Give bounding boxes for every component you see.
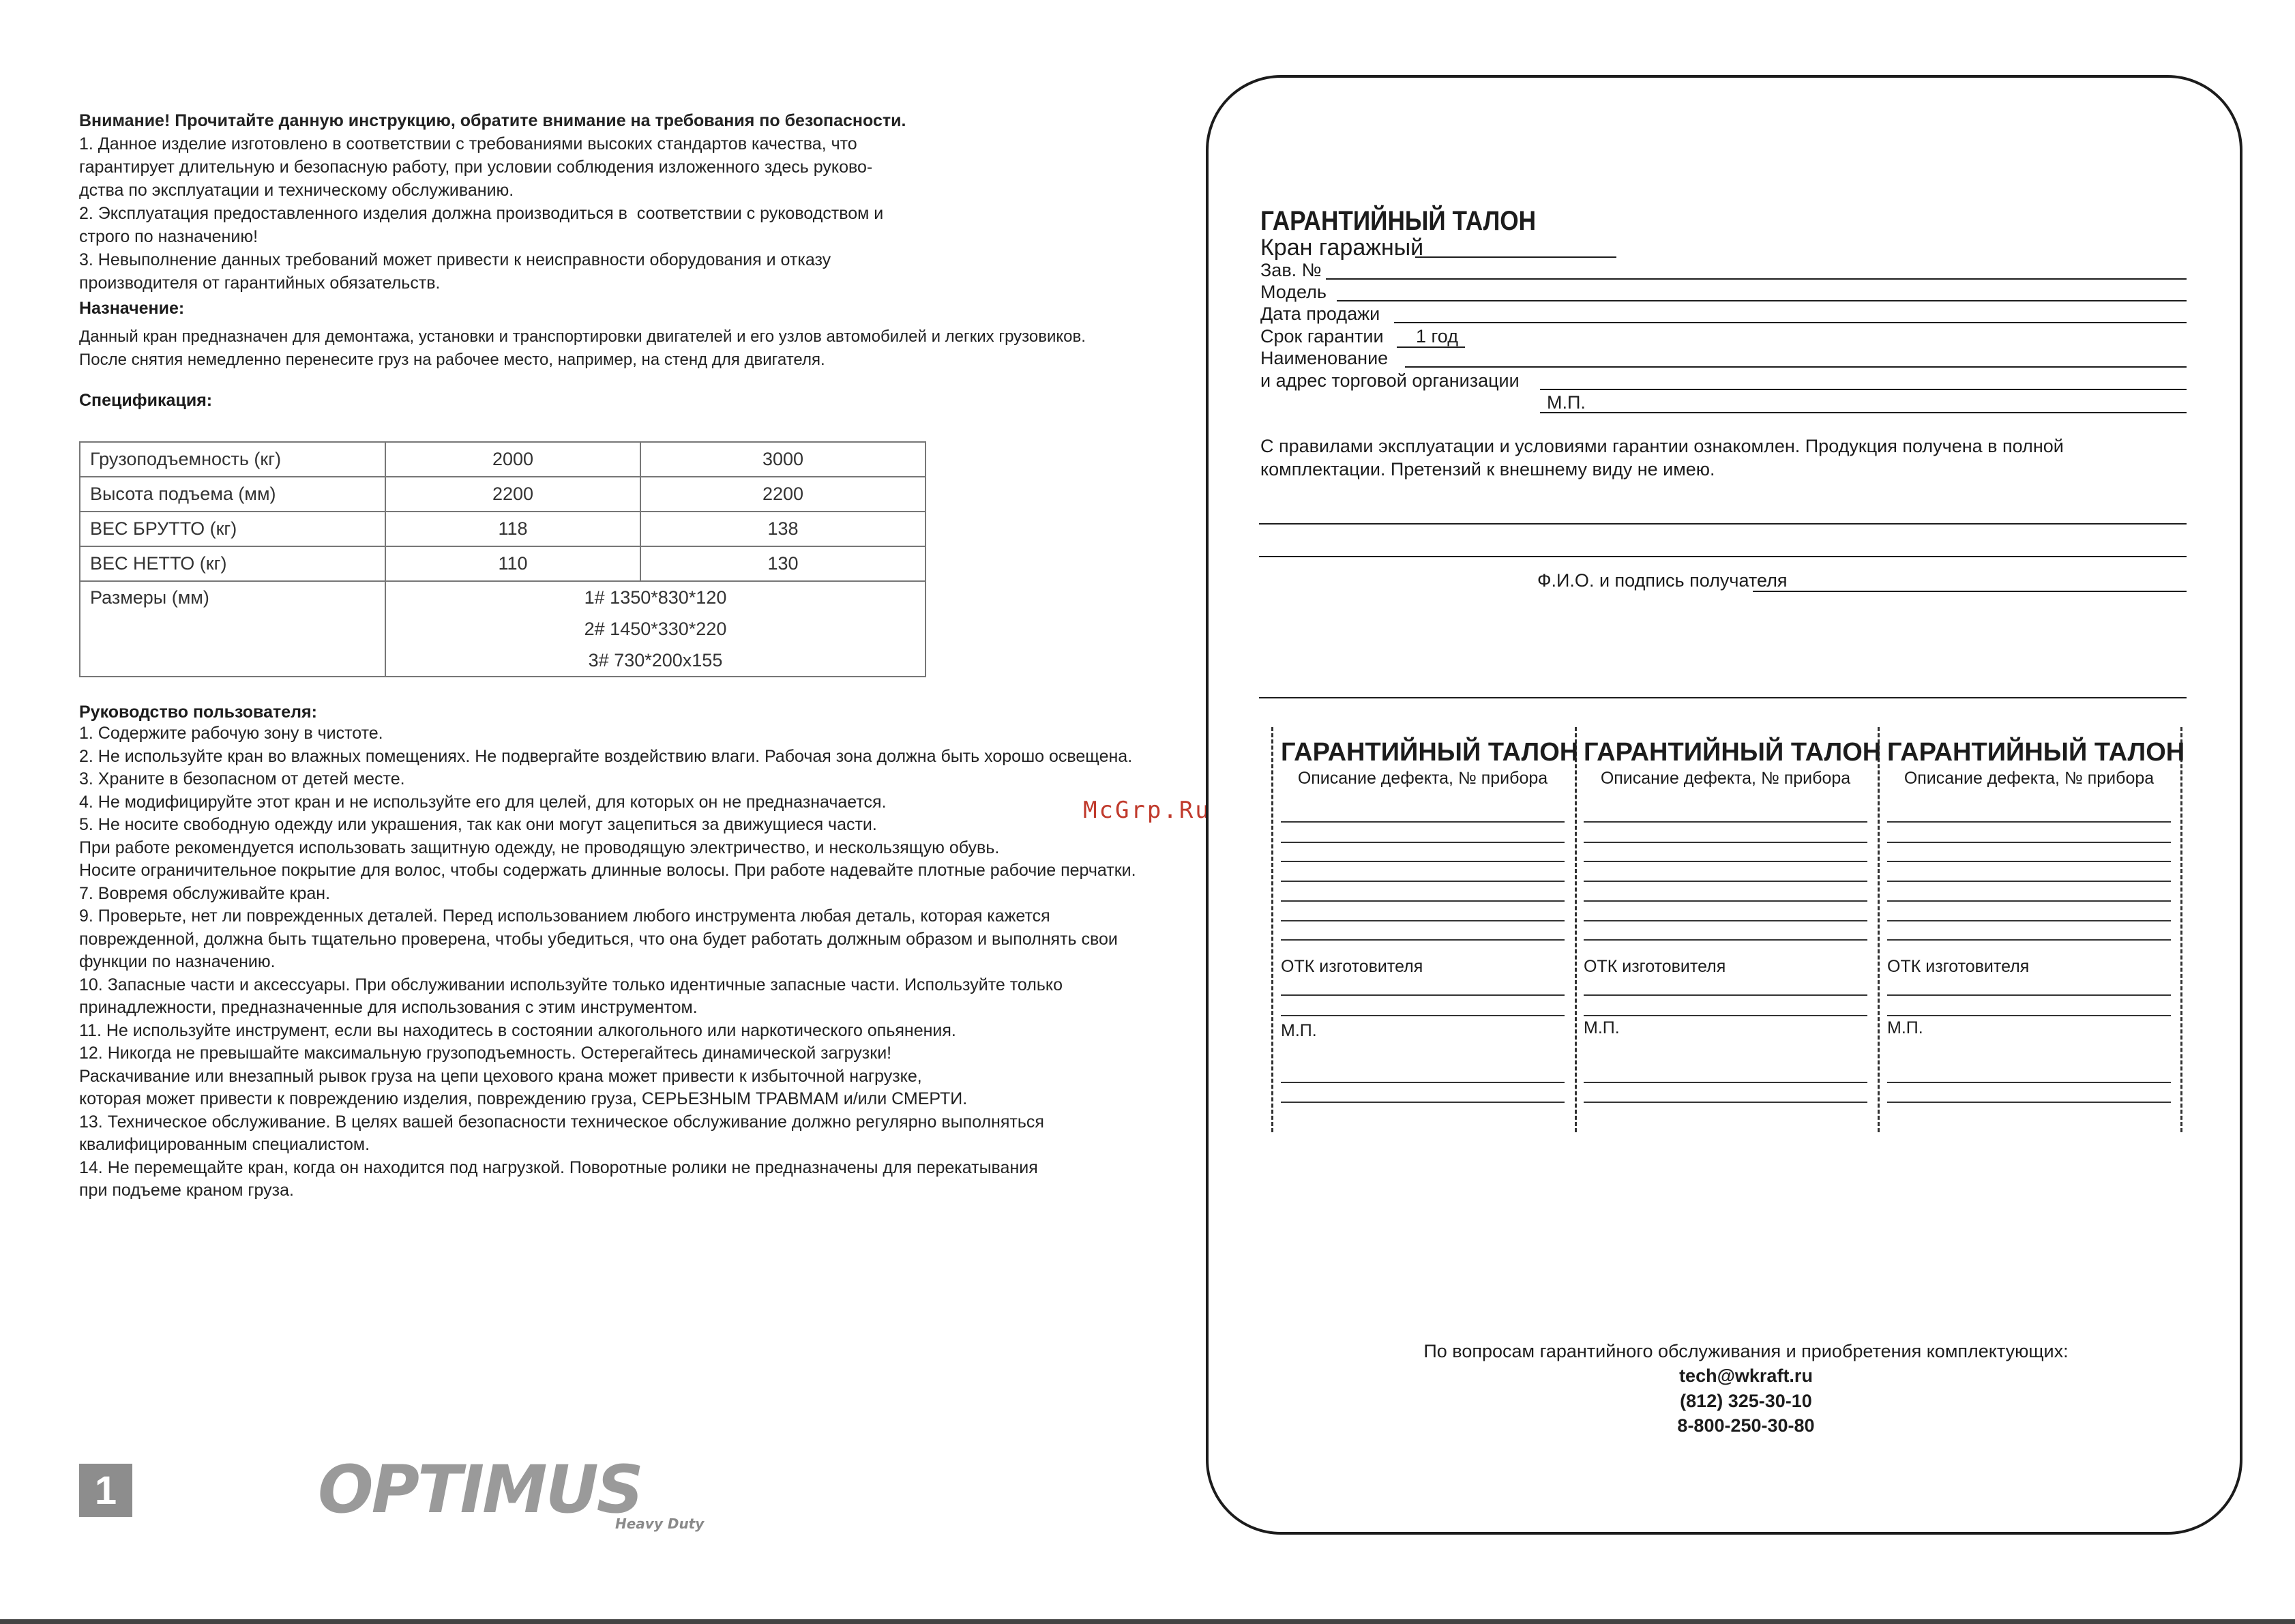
guide-line: Раскачивание или внезапный рывок груза на цепи цехового крана может привести к избыточной нагрузке, <box>79 1066 922 1086</box>
otk-line[interactable] <box>1281 1015 1565 1016</box>
defect-line[interactable] <box>1887 920 2171 921</box>
guide-line: 9. Проверьте, нет ли поврежденных деталей. Перед использованием любого инструмента любая деталь, которая кажется <box>79 906 1050 926</box>
intro-line: дства по эксплуатации и техническому обслуживанию. <box>79 181 514 200</box>
intro-line: 3. Невыполнение данных требований может привести к неисправности оборудования и отказу <box>79 250 831 269</box>
guide-line: которая может привести к повреждению изделия, повреждению груза, СЕРЬЕЗНЫМ ТРАВМАМ и/или СМЕРТИ. <box>79 1089 968 1108</box>
spec-row <box>80 477 926 512</box>
guide-line: 12. Никогда не превышайте максимальную грузоподъемность. Остерегайтесь динамической загрузки! <box>79 1044 892 1063</box>
stub-stamp-label: М.П. <box>1887 1018 1923 1037</box>
defect-line[interactable] <box>1584 900 1867 902</box>
spec-table <box>79 441 926 677</box>
stub-stamp-label: М.П. <box>1281 1021 1317 1040</box>
purpose-line: После снятия немедленно перенесите груз на рабочее место, например, на стенд для двигателя. <box>79 351 825 369</box>
model-line[interactable] <box>1337 300 2187 301</box>
spec-value: 3000 <box>640 442 926 477</box>
serial-line[interactable] <box>1326 278 2187 280</box>
dimension-value: 2# 1450*330*220 <box>584 619 727 639</box>
otk-label: ОТК изготовителя <box>1584 957 1726 976</box>
guide-line: при подъеме краном груза. <box>79 1181 294 1200</box>
signature-label: Ф.И.О. и подпись получателя <box>1537 570 1788 591</box>
defect-line[interactable] <box>1281 900 1565 902</box>
defect-line[interactable] <box>1887 821 2171 823</box>
spec-value: 2200 <box>640 477 926 512</box>
agreement-line-1: С правилами эксплуатации и условиями гарантии ознакомлен. Продукция получена в полной <box>1260 436 2064 456</box>
guide-line: Носите ограничительное покрытие для волос, чтобы содержать длинные волосы. При работе надевайте плотные рабочие перчатки. <box>79 861 1136 880</box>
intro-line: гарантирует длительную и безопасную работу, при условии соблюдения изложенного здесь руково- <box>79 158 873 177</box>
otk-label: ОТК изготовителя <box>1281 957 1423 976</box>
guide-line: 14. Не перемещайте кран, когда он находится под нагрузкой. Поворотные ролики не предназначены для перекатывания <box>79 1157 1038 1177</box>
stamp-line[interactable] <box>1887 1102 2171 1103</box>
spec-label: Высота подъема (мм) <box>80 477 385 512</box>
guide-line: 2. Не используйте кран во влажных помещениях. Не подвергайте воздействию влаги. Рабочая зона должна быть хорошо освещена. <box>79 746 1133 766</box>
warranty-title: ГАРАНТИЙНЫЙ ТАЛОН <box>1260 206 1537 236</box>
guide-line: поврежденной, должна быть тщательно проверена, чтобы убедиться, что она будет работать должным образом и выполнять свои <box>79 929 1118 949</box>
defect-line[interactable] <box>1887 900 2171 902</box>
contact-email[interactable]: tech@wkraft.ru <box>1679 1365 1813 1386</box>
sale-date-line[interactable] <box>1394 322 2187 323</box>
stamp-line[interactable] <box>1584 1082 1867 1083</box>
defect-line[interactable] <box>1281 881 1565 882</box>
spec-label: ВЕС БРУТТО (кг) <box>80 512 385 546</box>
stub-separator <box>1271 727 1273 1132</box>
warranty-period-label: Срок гарантии <box>1260 326 1384 346</box>
purpose-block <box>79 325 1086 372</box>
spec-value: 138 <box>640 512 926 546</box>
guide-line: При работе рекомендуется использовать защитную одежду, не проводящую электричество, и нескользящую обувь. <box>79 838 1000 857</box>
spec-dimensions <box>385 581 926 677</box>
contact-phone-2[interactable]: 8-800-250-30-80 <box>1677 1415 1815 1436</box>
guide-line: принадлежности, предназначенные для использования с этим инструментом. <box>79 998 698 1017</box>
guide-heading: Руководство пользователя: <box>79 703 317 722</box>
defect-line[interactable] <box>1584 861 1867 862</box>
product-name: Кран гаражный <box>1260 235 1424 261</box>
spec-value: 2200 <box>385 477 640 512</box>
store-name-label: Наименование <box>1260 348 1389 368</box>
defect-line[interactable] <box>1281 842 1565 843</box>
intro-line: 1. Данное изделие изготовлено в соответствии с требованиями высоких стандартов качества, что <box>79 134 857 153</box>
page-number: 1 <box>79 1464 132 1517</box>
store-address-label: и адрес торговой организации <box>1260 370 1520 391</box>
stamp-line[interactable] <box>1887 1082 2171 1083</box>
guide-line: 10. Запасные части и аксессуары. При обслуживании используйте только идентичные запасные части. Используйте только <box>79 975 1063 994</box>
product-line <box>1415 256 1616 258</box>
warranty-period-line <box>1397 346 1465 348</box>
defect-line[interactable] <box>1584 821 1867 823</box>
agreement-line-2: комплектации. Претензий к внешнему виду не имею. <box>1260 459 1715 479</box>
defect-line[interactable] <box>1887 842 2171 843</box>
otk-line[interactable] <box>1584 1015 1867 1016</box>
spec-row-dimensions <box>80 581 926 677</box>
stub-subtitle: Описание дефекта, № прибора <box>1297 769 1548 788</box>
store-name-line[interactable] <box>1405 366 2187 368</box>
purpose-line: Данный кран предназначен для демонтажа, установки и транспортировки двигателей и его узлов автомобилей и легких грузовиков. <box>79 327 1086 346</box>
stub-stamp-label: М.П. <box>1584 1018 1620 1037</box>
intro-line: 2. Эксплуатация предоставленного изделия должна производиться в соответствии с руководством и <box>79 204 884 223</box>
user-guide <box>79 703 1136 1202</box>
guide-line: функции по назначению. <box>79 952 276 971</box>
defect-line[interactable] <box>1281 821 1565 823</box>
guide-line: 5. Не носите свободную одежду или украшения, так как они могут зацепиться за движущиеся части. <box>79 815 877 834</box>
defect-line[interactable] <box>1887 861 2171 862</box>
defect-line[interactable] <box>1281 939 1565 941</box>
sale-date-label: Дата продажи <box>1260 304 1380 324</box>
spec-row <box>80 512 926 546</box>
purpose-heading: Назначение: <box>79 299 185 318</box>
stamp-line[interactable] <box>1281 1102 1565 1103</box>
warning-heading: Внимание! Прочитайте данную инструкцию, обратите внимание на требования по безопасности. <box>79 111 906 130</box>
stub-separator <box>1575 727 1577 1132</box>
optimus-logo: OPTIMUS <box>318 1451 642 1528</box>
stamp-label: М.П. <box>1547 392 1586 413</box>
stub-separator <box>2180 727 2182 1132</box>
guide-line: 13. Техническое обслуживание. В целях вашей безопасности техническое обслуживание должно регулярно выполняться <box>79 1112 1044 1132</box>
guide-line: 11. Не используйте инструмент, если вы находитесь в состоянии алкогольного или наркотического опьянения. <box>79 1020 956 1040</box>
serial-label: Зав. № <box>1260 260 1322 280</box>
stamp-line <box>1540 412 2187 413</box>
spec-label: Грузоподъемность (кг) <box>80 442 385 477</box>
store-address-line[interactable] <box>1540 389 2187 390</box>
guide-list <box>79 722 1136 1202</box>
guide-line: 1. Содержите рабочую зону в чистоте. <box>79 724 383 743</box>
logo-subtitle: Heavy Duty <box>615 1516 705 1532</box>
dimension-value: 1# 1350*830*120 <box>584 587 727 608</box>
warranty-period-value: 1 год <box>1416 326 1458 346</box>
defect-line[interactable] <box>1887 881 2171 882</box>
spec-row <box>80 442 926 477</box>
stub-title: ГАРАНТИЙНЫЙ ТАЛОН <box>1887 738 2185 767</box>
stub-title: ГАРАНТИЙНЫЙ ТАЛОН <box>1281 738 1579 767</box>
defect-line[interactable] <box>1584 881 1867 882</box>
otk-line[interactable] <box>1887 994 2171 996</box>
stub-separator <box>1878 727 1880 1132</box>
defect-line[interactable] <box>1584 939 1867 941</box>
spec-value: 118 <box>385 512 640 546</box>
defect-line[interactable] <box>1887 939 2171 941</box>
intro-line: производителя от гарантийных обязательств. <box>79 274 441 293</box>
contact-phone-1[interactable]: (812) 325-30-10 <box>1680 1391 1812 1411</box>
guide-line: 4. Не модифицируйте этот кран и не используйте его для целей, для которых он не предназначается. <box>79 792 887 812</box>
signature-line-2[interactable] <box>1259 556 2187 557</box>
otk-label: ОТК изготовителя <box>1887 957 2030 976</box>
otk-line[interactable] <box>1281 994 1565 996</box>
guide-line: квалифицированным специалистом. <box>79 1135 370 1154</box>
defect-line[interactable] <box>1584 842 1867 843</box>
signature-field[interactable] <box>1753 591 2187 592</box>
contacts-note: По вопросам гарантийного обслуживания и приобретения комплектующих: <box>1423 1341 2069 1361</box>
model-label: Модель <box>1260 282 1327 302</box>
bottom-bar <box>0 1619 2295 1624</box>
intro-line: строго по назначению! <box>79 227 258 246</box>
defect-line[interactable] <box>1281 920 1565 921</box>
otk-line[interactable] <box>1584 994 1867 996</box>
spec-value: 130 <box>640 546 926 581</box>
guide-line: 3. Храните в безопасном от детей месте. <box>79 769 405 788</box>
guide-line: 7. Вовремя обслуживайте кран. <box>79 883 331 903</box>
otk-line[interactable] <box>1887 1015 2171 1016</box>
dimension-value: 3# 730*200х155 <box>588 650 723 670</box>
spec-label: Размеры (мм) <box>80 581 385 677</box>
spec-row <box>80 546 926 581</box>
stub-title: ГАРАНТИЙНЫЙ ТАЛОН <box>1584 738 1882 767</box>
signature-line-1[interactable] <box>1259 523 2187 525</box>
warranty-card <box>1206 75 2242 1535</box>
instructions-page <box>79 109 1086 411</box>
stub-subtitle: Описание дефекта, № прибора <box>1600 769 1851 788</box>
spec-label: ВЕС НЕТТО (кг) <box>80 546 385 581</box>
watermark: McGrp.Ru <box>1083 797 1211 824</box>
spec-value: 2000 <box>385 442 640 477</box>
spec-value: 110 <box>385 546 640 581</box>
stamp-line[interactable] <box>1584 1102 1867 1103</box>
defect-line[interactable] <box>1281 861 1565 862</box>
intro-block <box>79 109 1068 295</box>
defect-line[interactable] <box>1584 920 1867 921</box>
spec-heading: Спецификация: <box>79 391 213 410</box>
stamp-line[interactable] <box>1281 1082 1565 1083</box>
stub-subtitle: Описание дефекта, № прибора <box>1904 769 2155 788</box>
section-divider <box>1259 697 2187 698</box>
